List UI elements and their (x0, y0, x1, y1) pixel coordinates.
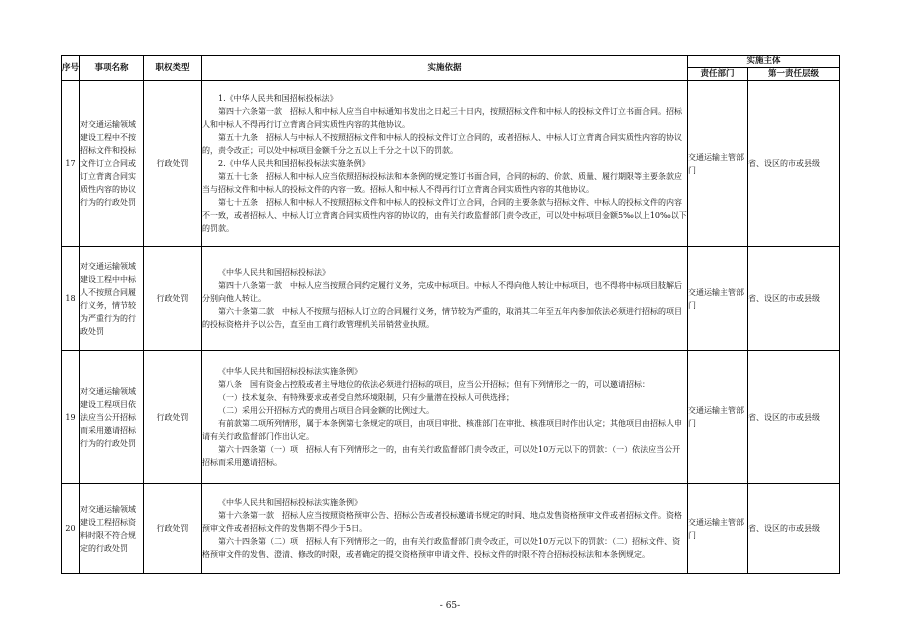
header-type: 职权类型 (144, 56, 202, 81)
basis-line: 第五十七条 招标人和中标人应当依照招标投标法和本条例的规定签订书面合同，合同的标的、价款、质量、履行期限等主要条款应当与招标文件和中标人的投标文件的内容一致。招标人和中标人不得再行订立背离合同实质性内容的其他协议。 (202, 172, 682, 194)
basis-line: 《中华人民共和国招标投标法实施条例》 (218, 367, 362, 376)
row-type: 行政处罚 (144, 247, 202, 351)
header-no: 序号 (62, 56, 80, 81)
basis-line: 2.《中华人民共和国招标投标法实施条例》 (218, 159, 370, 168)
header-subject: 实施主体 (688, 56, 840, 68)
row-type: 行政处罚 (144, 81, 202, 247)
table-row (62, 484, 840, 574)
basis-line: 《中华人民共和国招标投标法》 (218, 268, 330, 277)
basis-line: 第十六条第一款 招标人应当按照资格预审公告、招标公告或者投标邀请书规定的时间、地点发售资格预审文件或者招标文件。资格预审文件或者招标文件的发售期不得少于5日。 (202, 511, 682, 533)
basis-line: 第六十四条第（一）项 招标人有下列情形之一的，由有关行政监督部门责令改正，可以处10万元以下的罚款：（一）依法应当公开招标而采用邀请招标。 (202, 445, 681, 467)
basis-line: 有前款第二项所列情形，属于本条例第七条规定的项目，由项目审批、核准部门在审批、核准项目时作出认定；其他项目由招标人申请有关行政监督部门作出认定。 (202, 419, 682, 441)
row-dept: 交通运输主管部门 (688, 247, 748, 351)
row-dept: 交通运输主管部门 (688, 81, 748, 247)
basis-line: （一）技术复杂、有特殊要求或者受自然环境限制，只有少量潜在投标人可供选择； (218, 393, 514, 402)
basis-line: 第四十八条第一款 中标人应当按照合同约定履行义务，完成中标项目。中标人不得向他人转让中标项目，也不得将中标项目肢解后分别向他人转让。 (202, 281, 682, 303)
basis-line: 第八条 国有资金占控股或者主导地位的依法必须进行招标的项目，应当公开招标；但有下列情形之一的，可以邀请招标： (218, 380, 650, 389)
row-basis (202, 484, 688, 574)
basis-line: 1.《中华人民共和国招标投标法》 (218, 94, 338, 103)
row-type: 行政处罚 (144, 351, 202, 484)
basis-line: （二）采用公开招标方式的费用占项目合同金额的比例过大。 (218, 406, 434, 415)
row-dept: 交通运输主管部门 (688, 484, 748, 574)
row-level: 省、设区的市或县级 (748, 247, 840, 351)
row-name: 对交通运输领域建设工程中中标人不按照合同履行义务，情节较为严重行为的行政处罚 (80, 247, 144, 351)
header-level: 第一责任层级 (748, 68, 840, 81)
basis-line: 第六十条第二款 中标人不按照与招标人订立的合同履行义务，情节较为严重的，取消其二年至五年内参加依法必须进行招标的项目的投标资格并予以公告，直至由工商行政管理机关吊销营业执照。 (202, 307, 682, 329)
row-basis (202, 351, 688, 484)
basis-line: 《中华人民共和国招标投标法实施条例》 (218, 498, 362, 507)
row-basis (202, 81, 688, 247)
page-number: - 65- (439, 601, 461, 611)
header-basis: 实施依据 (202, 56, 688, 81)
header-dept: 责任部门 (688, 68, 748, 81)
row-type: 行政处罚 (144, 484, 202, 574)
row-name: 对交通运输领域建设工程中不按招标文件和投标文件订立合同或订立背离合同实质性内容的协议行为的行政处罚 (80, 81, 144, 247)
row-name: 对交通运输领域建设工程招标资料时限不符合规定的行政处罚 (80, 484, 144, 574)
basis-line: 第五十九条 招标人与中标人不按照招标文件和中标人的投标文件订立合同的，或者招标人、中标人订立背离合同实质性内容的协议的，责令改正；可以处中标项目金额千分之五以上千分之十以下的罚款。 (202, 133, 682, 155)
row-level: 省、设区的市或县级 (748, 81, 840, 247)
table-row (62, 247, 840, 351)
row-no: 20 (62, 484, 80, 574)
table-row (62, 81, 840, 247)
basis-line: 第六十四条第（二）项 招标人有下列情形之一的，由有关行政监督部门责令改正，可以处10万元以下的罚款：（二）招标文件、资格预审文件的发售、澄清、修改的时限，或者确定的提交资格预审申请文件、投标文件的时限不符合招标投标法和本条例规定。 (202, 537, 681, 559)
row-no: 19 (62, 351, 80, 484)
header-name: 事项名称 (80, 56, 144, 81)
basis-line: 第七十五条 招标人和中标人不按照招标文件和中标人的投标文件订立合同，合同的主要条款与招标文件、中标人的投标文件的内容不一致，或者招标人、中标人订立背离合同实质性内容的协议的，由有关行政监督部门责令改正，可以处中标项目金额5‰以上10‰以下的罚款。 (202, 198, 687, 233)
basis-line: 第四十六条第一款 招标人和中标人应当自中标通知书发出之日起三十日内，按照招标文件和中标人的投标文件订立书面合同。招标人和中标人不得再行订立背离合同实质性内容的其他协议。 (202, 107, 682, 129)
table-row (62, 351, 840, 484)
matters-table (61, 55, 840, 574)
row-name: 对交通运输领域建设工程项目依法应当公开招标而采用邀请招标行为的行政处罚 (80, 351, 144, 484)
row-no: 17 (62, 81, 80, 247)
row-basis (202, 247, 688, 351)
row-level: 省、设区的市或县级 (748, 484, 840, 574)
row-no: 18 (62, 247, 80, 351)
row-level: 省、设区的市或县级 (748, 351, 840, 484)
row-dept: 交通运输主管部门 (688, 351, 748, 484)
